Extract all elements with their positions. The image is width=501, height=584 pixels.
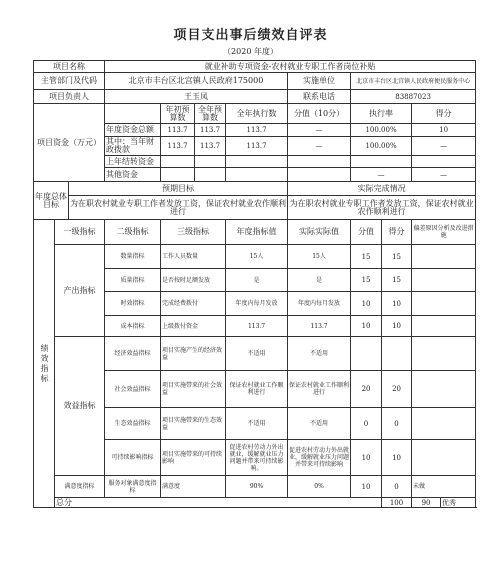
perf-row-weight: 0 (351, 408, 382, 440)
perf-head-actual: 实际实际值 (288, 220, 351, 245)
perf-row-target: 年度内每月发放 (226, 292, 288, 316)
perf-head-weight: 分值 (351, 220, 382, 245)
perf-row-score: 10 (382, 316, 412, 337)
perf-head-l1: 一级指标 (55, 220, 105, 245)
actual-goal-head: 实际完成情况 (288, 182, 476, 196)
perf-row-weight: 10 (351, 440, 382, 476)
perf-row-weight: 15 (351, 269, 382, 292)
funds-row-initial: 113.7 (161, 137, 195, 156)
perf-row-actual: 15人 (288, 245, 351, 269)
goals-content-row (34, 196, 476, 220)
project-name-label: 项目名称 (34, 61, 105, 73)
funds-row-full: 113.7 (195, 124, 226, 137)
perf-header-row (34, 220, 476, 245)
perf-head-score: 得分 (382, 220, 412, 245)
phone-label: 联系电话 (288, 90, 351, 104)
funds-row-weight (288, 156, 351, 168)
perf-row-reason: 未做 (412, 476, 476, 498)
total-row (34, 498, 476, 508)
perf-row-l2: 质量指标 (105, 269, 161, 292)
perf-row-score: 0 (382, 408, 412, 440)
funds-row-initial: 113.7 (161, 124, 195, 137)
perf-row-weight (351, 337, 382, 371)
funds-label: 项目资金（万元） (34, 104, 105, 182)
perf-row-weight: 10 (351, 292, 382, 316)
perf-row-reason (412, 269, 476, 292)
perf-row-reason (412, 316, 476, 337)
perf-row-reason (412, 292, 476, 316)
perf-row-actual: 促进农村劳动力外出就业，缓解就业压力问题并带来可持续影响 (288, 440, 351, 476)
funds-row-score: — (412, 168, 476, 182)
funds-row-full: 113.7 (195, 137, 226, 156)
perf-row-target: 15人 (226, 245, 288, 269)
funds-row-rate: — (351, 168, 412, 182)
perf-row-score: 10 (382, 440, 412, 476)
funds-head-initial: 年初预算数 (161, 104, 195, 124)
funds-row-score (412, 156, 476, 168)
funds-row-label: 上年结转资金 (105, 156, 161, 168)
perf-row-target: 促进农村劳动力外出就业，缓解就业压力问题并带来可持续影响。 (226, 440, 288, 476)
perf-row-target: 是 (226, 269, 288, 292)
expected-goal-text: 为在职农村就业专职工作者发放工资，保证农村就业农作顺利进行 (69, 196, 288, 220)
effect-indicator-label: 效益指标 (55, 337, 105, 476)
perf-row-weight: 15 (351, 245, 382, 269)
perf-row-weight: 20 (351, 371, 382, 408)
perf-row-score: 0 (382, 476, 412, 498)
perf-row-l2: 数量指标 (105, 245, 161, 269)
funds-row-exec: 113.7 (226, 137, 288, 156)
total-label: 总分 (55, 498, 382, 508)
perf-row-l2: 成本指标 (105, 316, 161, 337)
perf-row (34, 476, 476, 498)
perf-head-l2: 二级指标 (105, 220, 161, 245)
perf-row-actual: 保证农村就业工作顺利进行 (288, 371, 351, 408)
perf-side-label: 绩效指标 (40, 343, 49, 384)
owner-row (34, 90, 476, 104)
funds-row-rate: 100.00% (351, 124, 412, 137)
project-name-row (34, 61, 476, 73)
perf-row-l3: 项目实施带来的社会效益 (161, 371, 226, 408)
output-indicator-label: 产出指标 (55, 245, 105, 337)
perf-row-reason (412, 408, 476, 440)
perf-head-target: 年度指标值 (226, 220, 288, 245)
perf-row-target: 113.7 (226, 316, 288, 337)
total-weight: 100 (382, 498, 412, 508)
department-value: 北京市丰台区北宫镇人民政府175000 (105, 73, 288, 90)
funds-row-full (195, 156, 226, 168)
funds-header-row (34, 104, 476, 124)
funds-row-score: 10 (412, 124, 476, 137)
funds-row-weight: — (288, 137, 351, 156)
project-name-value: 就业补助专项资金-农村就业专职工作者岗位补贴 (105, 61, 476, 73)
perf-row (34, 245, 476, 269)
total-score: 90 (412, 498, 441, 508)
funds-row-label: 年度资金总额 (105, 124, 161, 137)
perf-row-l2: 服务对象满意度指标 (105, 476, 161, 498)
actual-goal-text: 为在职农村就业专职工作者发放工资，保证农村就业农作顺利进行 (288, 196, 476, 220)
perf-row-l3: 项目实施带来的生态效益 (161, 408, 226, 440)
page-title: 项目支出事后绩效自评表 (173, 28, 328, 43)
funds-row-exec (226, 168, 288, 182)
funds-row-score: — (412, 137, 476, 156)
goals-header-row (34, 182, 476, 196)
perf-row-l3: 项目实施产生的经济效益 (161, 337, 226, 371)
perf-row-actual: 113.7 (288, 316, 351, 337)
department-label: 主管部门及代码 (34, 73, 105, 90)
perf-row-l3: 是否按时足额发放 (161, 269, 226, 292)
perf-row-l3: 满意度 (161, 476, 226, 498)
funds-row-label: 其他资金 (105, 168, 161, 182)
perf-row-l3: 完成经费拨付 (161, 292, 226, 316)
perf-row-reason (412, 440, 476, 476)
implementer-value: 北京市丰台区北宫镇人民政府便民服务中心 (351, 73, 476, 90)
perf-row-target: 不适用 (226, 408, 288, 440)
funds-row-initial (161, 156, 195, 168)
perf-row-l2: 经济效益指标 (105, 337, 161, 371)
perf-row-actual: 是 (288, 269, 351, 292)
expected-goal-head: 预期目标 (69, 182, 288, 196)
perf-head-reason: 偏差原因分析及改进措施 (412, 220, 476, 245)
owner-value: 王玉凤 (105, 90, 288, 104)
funds-row-weight (288, 168, 351, 182)
total-grade: 优秀 (441, 498, 476, 508)
perf-row-l3: 上级拨付资金 (161, 316, 226, 337)
year-subtitle: （2020 年度） (223, 47, 278, 56)
funds-head-exec: 全年执行数 (226, 104, 288, 124)
perf-row-score: 20 (382, 371, 412, 408)
perf-row-l3: 项目实施带来的可持续影响 (161, 440, 226, 476)
perf-row-score (382, 337, 412, 371)
funds-head-rate: 执行率 (351, 104, 412, 124)
funds-row-label: 其中：当年财政拨款 (105, 137, 161, 156)
perf-row-l2: 可持续影响指标 (105, 440, 161, 476)
perf-row-actual: 不适用 (288, 337, 351, 371)
perf-row-reason (412, 371, 476, 408)
funds-head-full: 全年预算数 (195, 104, 226, 124)
perf-row-actual: 不适用 (288, 408, 351, 440)
funds-row-rate: 100.00% (351, 137, 412, 156)
perf-row-l2: 时效指标 (105, 292, 161, 316)
funds-row-weight: — (288, 124, 351, 137)
funds-row-exec (226, 156, 288, 168)
perf-row-target: 保证农村就业工作顺利进行 (226, 371, 288, 408)
perf-row-l2: 社会效益指标 (105, 371, 161, 408)
perf-row-actual: 年度内每月发放 (288, 292, 351, 316)
perf-row-reason (412, 337, 476, 371)
perf-row-target: 不适用 (226, 337, 288, 371)
perf-row-score: 10 (382, 292, 412, 316)
perf-row-weight: 10 (351, 476, 382, 498)
implementer-label: 实施单位 (288, 73, 351, 90)
funds-row-exec: 113.7 (226, 124, 288, 137)
funds-row-rate (351, 156, 412, 168)
perf-row-actual: 0% (288, 476, 351, 498)
perf-row (34, 337, 476, 371)
perf-row-score: 15 (382, 269, 412, 292)
perf-row-score: 15 (382, 245, 412, 269)
department-row (34, 73, 476, 90)
annual-goal-label: 年度总体目标 (34, 182, 69, 220)
perf-row-l3: 工作人员数量 (161, 245, 226, 269)
satisfaction-indicator-label: 满意度指标 (55, 476, 105, 498)
perf-row-reason (412, 245, 476, 269)
perf-row-l2: 生态效益指标 (105, 408, 161, 440)
funds-head-weight: 分值（10分） (288, 104, 351, 124)
phone-value: 83887023 (351, 90, 476, 104)
owner-label: 项目负责人 (34, 90, 105, 104)
funds-row-full (195, 168, 226, 182)
evaluation-table (33, 60, 476, 508)
perf-head-l3: 三级指标 (161, 220, 226, 245)
perf-row-weight: 10 (351, 316, 382, 337)
perf-side-cell (34, 220, 55, 508)
funds-head-score: 得分 (412, 104, 476, 124)
funds-row-initial (161, 168, 195, 182)
perf-row-target: 90% (226, 476, 288, 498)
